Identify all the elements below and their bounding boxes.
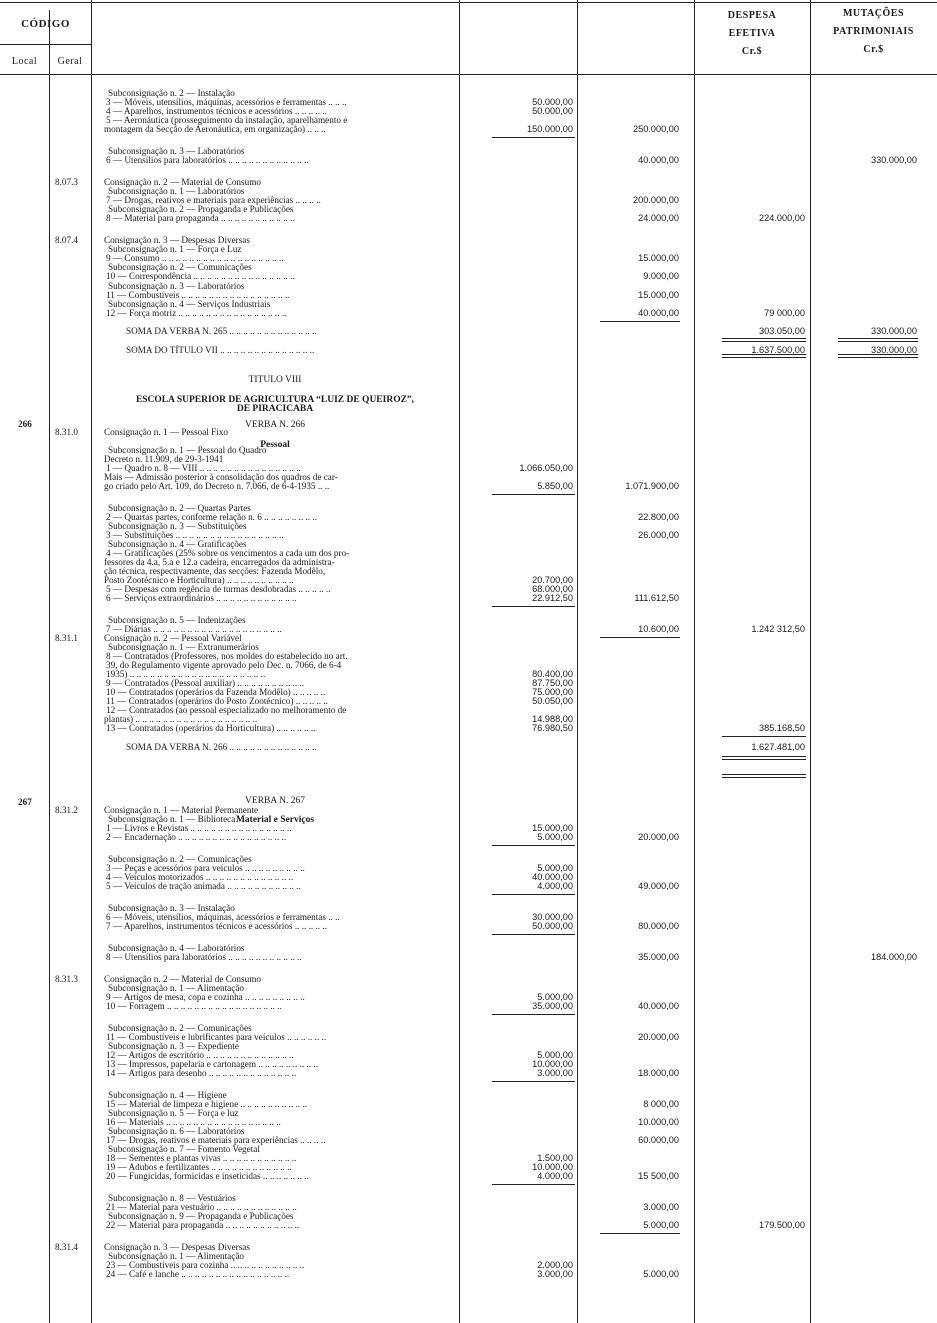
row-description: 23 — Combustíveis para cozinha .. .. .. .. .. .. .. .. .. .. .. bbox=[106, 1260, 305, 1270]
row-description: plantas) .. .. .. .. .. .. .. .. .. .. .. .. .. .. .. .. .. .. bbox=[104, 714, 258, 724]
amount-c1: 150.000,00 bbox=[527, 124, 573, 134]
amount-c3: 1.242 312,50 bbox=[751, 624, 805, 634]
amount-c1: 5.850,00 bbox=[537, 481, 573, 491]
header-mutacoes-1: MUTAÇÕES bbox=[842, 8, 905, 19]
amount-c1: 15.000,00 bbox=[532, 823, 573, 833]
amount-c2: 40.000,00 bbox=[638, 1001, 679, 1011]
row-description: 9 — Consumo .. .. .. .. .. .. .. .. .. .. .. .. .. .. .. .. .. .. bbox=[106, 253, 284, 263]
row-description: Subconsignação n. 3 — Laboratórios bbox=[108, 146, 245, 156]
row-description: 13 — Impressos, papelaria e cartonagem .. .. .. .. .. .. .. .. .. bbox=[106, 1059, 319, 1069]
row-description: Subconsignação n. 4 — Gratificações bbox=[108, 539, 247, 549]
row-description: 7 — Diárias .. .. .. .. .. .. .. .. .. .. .. .. .. .. .. .. .. .. .. bbox=[106, 624, 282, 634]
local-code: 266 bbox=[18, 419, 32, 429]
amount-c4: 330.000,00 bbox=[871, 326, 917, 336]
amount-c1: 5.000,00 bbox=[537, 1050, 573, 1060]
titulo-heading: TITULO VIII bbox=[248, 375, 302, 385]
amount-c2: 20.000,00 bbox=[638, 832, 679, 842]
subtotal-rule bbox=[492, 137, 575, 138]
row-description: Subconsignação n. 1 — Alimentação bbox=[108, 983, 244, 993]
geral-code: 8.31.0 bbox=[55, 427, 78, 437]
amount-c2: 10.600,00 bbox=[638, 624, 679, 634]
row-description: 3 — Móveis, utensílios, máquinas, acessórios e ferramentas .. .. .. bbox=[106, 97, 347, 107]
row-description: Consignação n. 2 — Material de Consumo bbox=[104, 974, 261, 984]
row-description: 3 — Peças e acessórios para veículos .. .. .. .. .. .. .. .. .. bbox=[106, 863, 305, 873]
row-description: 20 — Fungicidas, formicidas e inseticidas .. .. .. .. .. .. .. bbox=[106, 1171, 309, 1181]
amount-c2: 111.612,50 bbox=[634, 593, 679, 603]
amount-c2: 10.000,00 bbox=[638, 1117, 679, 1127]
amount-c1: 76.980,50 bbox=[532, 723, 573, 733]
row-description: SOMA DO TÍTULO VII .. .. .. .. .. .. .. .. .. .. .. .. .. .. bbox=[126, 345, 315, 355]
amount-c1: 50.000,00 bbox=[532, 921, 573, 931]
amount-c3: 79 000,00 bbox=[764, 308, 805, 318]
row-description: SOMA DA VERBA N. 265 .. .. .. .. .. .. .. .. .. .. .. .. .. bbox=[126, 326, 317, 336]
header-mutacoes-unit: Cr.$ bbox=[863, 44, 884, 55]
total-rule bbox=[722, 354, 806, 358]
ledger-row bbox=[0, 723, 937, 734]
amount-c1: 2.000,00 bbox=[537, 1260, 573, 1270]
amount-c2: 60.000,00 bbox=[638, 1135, 679, 1145]
ledger-row bbox=[0, 326, 937, 337]
row-description: 6 — Utensílios para laboratórios .. .. .. .. .. .. .. .. .. .. .. .. bbox=[106, 155, 309, 165]
geral-code: 8.31.2 bbox=[55, 805, 78, 815]
amount-c1: 20.700,00 bbox=[532, 575, 573, 585]
geral-code: 8.31.4 bbox=[55, 1242, 78, 1252]
row-description: 2 — Encadernação .. .. .. .. .. .. .. .. .. .. .. .. .. .. .. .. bbox=[106, 832, 287, 842]
geral-code: 8.31.1 bbox=[55, 633, 78, 643]
amount-c2: 40.000,00 bbox=[638, 155, 679, 165]
header-local: Local bbox=[11, 56, 38, 67]
header-bottom-rule bbox=[0, 74, 937, 75]
row-description: ção técnica, respectivamente, das secções: Fazenda Modêlo, bbox=[104, 566, 326, 576]
row-description: Consignação n. 3 — Despesas Diversas bbox=[104, 1242, 250, 1252]
amount-c3: 1.637.500,00 bbox=[751, 345, 805, 355]
row-description: 4 — Veículos motorizados .. .. .. .. .. .. .. .. .. .. .. .. .. bbox=[106, 872, 294, 882]
row-description: Subconsignação n. 3 — Instalação bbox=[108, 903, 235, 913]
amount-c3: 385.168,50 bbox=[759, 723, 805, 733]
escola-heading-1: ESCOLA SUPERIOR DE AGRICULTURA “LUIZ DE QUEIROZ”, bbox=[135, 395, 415, 405]
row-description: 10 — Forragem .. .. .. .. .. .. .. .. .. .. .. .. .. .. .. .. .. bbox=[106, 1001, 282, 1011]
header-codigo: CÓDIGO bbox=[21, 18, 70, 30]
amount-c1: 50.050,00 bbox=[532, 696, 573, 706]
row-description: montagem da Secção de Aeronáutica, em organização) .. .. .. bbox=[104, 124, 326, 134]
subtotal-rule bbox=[722, 736, 806, 737]
header-despesa-2: EFETIVA bbox=[728, 28, 776, 39]
row-description: 21 — Material para vestuário .. .. .. .. .. .. .. .. .. .. .. .. bbox=[106, 1202, 297, 1212]
amount-c2: 9.000,00 bbox=[643, 271, 679, 281]
ledger-row bbox=[0, 308, 937, 319]
ledger-row bbox=[0, 921, 937, 932]
amount-c1: 75.000,00 bbox=[532, 687, 573, 697]
amount-c1: 87.750,00 bbox=[532, 678, 573, 688]
row-description: 5 — Veículos de tração animada .. .. .. .. .. .. .. .. .. .. .. bbox=[106, 881, 301, 891]
ledger-row bbox=[0, 1269, 937, 1280]
amount-c2: 200.000,00 bbox=[633, 195, 679, 205]
row-description: 39, do Regulamento vigente aprovado pelo Dec. n. 7066, de 6-4 bbox=[106, 660, 342, 670]
row-description: Subconsignação n. 1 — Biblioteca bbox=[108, 814, 236, 824]
escola-heading-2: DE PIRACICABA bbox=[236, 404, 314, 414]
ledger-row bbox=[0, 1220, 937, 1231]
amount-c4: 184.000,00 bbox=[871, 952, 917, 962]
geral-code: 8.31.3 bbox=[55, 974, 78, 984]
subtotal-rule bbox=[600, 321, 680, 322]
row-description: 11 — Combustíveis .. .. .. .. .. .. .. .. .. .. .. .. .. .. .. .. bbox=[106, 290, 290, 300]
row-description: 22 — Material para propaganda .. .. .. .. .. .. .. .. .. .. .. bbox=[106, 1220, 300, 1230]
amount-c1: 50.000,00 bbox=[532, 106, 573, 116]
row-description: 13 — Contratados (operários da Horticultura) .. .. .. .. .. .. bbox=[106, 723, 316, 733]
row-description: Subconsignação n. 4 — Higiene bbox=[108, 1090, 227, 1100]
amount-c1: 1.500,00 bbox=[537, 1153, 573, 1163]
row-description: Subconsignação n. 2 — Comunicações bbox=[108, 262, 252, 272]
amount-c1: 1.066.050,00 bbox=[519, 463, 573, 473]
row-description: 12 — Força motriz .. .. .. .. .. .. .. .. .. .. .. .. .. .. .. .. bbox=[106, 308, 287, 318]
row-description: Consignação n. 1 — Pessoal Fixo bbox=[104, 427, 229, 437]
verba-267-heading: VERBA N. 267 bbox=[245, 796, 305, 806]
row-description: fessores da 4.a, 5.a e 12.a cadeira, encarregados da administra- bbox=[104, 557, 335, 567]
subtotal-rule bbox=[600, 1233, 680, 1234]
row-description: Subconsignação n. 4 — Laboratórios bbox=[108, 943, 245, 953]
total-rule bbox=[838, 338, 918, 342]
ledger-row bbox=[0, 1171, 937, 1182]
row-description: 4 — Aparelhos, instrumentos técnicos e acessórios .. .. .. .. .. bbox=[106, 106, 327, 116]
verba-266-heading: VERBA N. 266 bbox=[245, 420, 305, 430]
ledger-row bbox=[0, 593, 937, 604]
row-description: Subconsignação n. 3 — Laboratórios bbox=[108, 281, 245, 291]
ledger-row bbox=[0, 124, 937, 135]
row-description: 5 — Despesas com regência de turmas desdobradas .. .. .. .. .. bbox=[106, 584, 331, 594]
subtotal-rule bbox=[492, 606, 575, 607]
row-description: 18 — Sementes e plantas vivas .. .. .. .. .. .. .. .. .. .. .. bbox=[106, 1153, 297, 1163]
row-description: Decreto n. 11.909, de 29-3-1941 bbox=[104, 454, 224, 464]
amount-c2: 15.000,00 bbox=[638, 253, 679, 263]
row-description: 6 — Serviços extraordinários .. .. .. .. .. .. .. .. .. .. .. .. bbox=[106, 593, 297, 603]
amount-c2: 80.000,00 bbox=[638, 921, 679, 931]
ledger-row bbox=[0, 481, 937, 492]
row-description: 16 — Materiais .. .. .. .. .. .. .. .. .. .. .. .. .. .. .. .. .. bbox=[106, 1117, 281, 1127]
row-description: 24 — Café e lanche .. .. .. .. .. .. .. .. .. .. .. .. .. .. .. .. bbox=[106, 1269, 290, 1279]
row-description: 6 — Móveis, utensílios, máquinas, acessórios e ferramentas .. .. bbox=[106, 912, 340, 922]
header-top-rule bbox=[0, 2, 937, 3]
ledger-row bbox=[0, 1001, 937, 1012]
amount-c1: 10.000,00 bbox=[532, 1059, 573, 1069]
row-description: Subconsignação n. 5 — Indenizações bbox=[108, 615, 246, 625]
row-description: Consignação n. 3 — Despesas Diversas bbox=[104, 235, 250, 245]
row-description: Mais — Admissão posterior à consolidação dos quadros de car- bbox=[104, 472, 338, 482]
row-description: 9 — Contratados (Pessoal auxiliar) .. .. .. .. .. .. .. .. .. .. bbox=[106, 678, 305, 688]
amount-c1: 4.000,00 bbox=[537, 881, 573, 891]
amount-c1: 68.000,00 bbox=[532, 584, 573, 594]
ledger-row bbox=[0, 155, 937, 166]
row-description: 1935) .. .. .. .. .. .. .. .. .. .. .. .. .. .. .. .. .. .. .. .. bbox=[106, 669, 266, 679]
amount-c2: 15.000,00 bbox=[638, 290, 679, 300]
row-description: 12 — Contratados (ao pessoal especializado no melhoramento de bbox=[106, 705, 347, 715]
row-description: Subconsignação n. 2 — Quartas Partes bbox=[108, 503, 251, 513]
amount-c1: 22.912,50 bbox=[532, 593, 573, 603]
amount-c3: 303.050,00 bbox=[759, 326, 805, 336]
row-description: Subconsignação n. 1 — Força e Luz bbox=[108, 244, 242, 254]
subtotal-rule bbox=[492, 1014, 575, 1015]
header-mutacoes-2: PATRIMONIAIS bbox=[833, 26, 914, 37]
subtotal-rule bbox=[492, 934, 575, 935]
ledger-row bbox=[0, 742, 937, 753]
amount-c2: 5.000,00 bbox=[643, 1220, 679, 1230]
row-description: 10 — Correspondência .. .. .. .. .. .. .. .. .. .. .. .. .. .. .. bbox=[106, 271, 295, 281]
row-description: Subconsignação n. 4 — Serviços Industriais bbox=[108, 299, 271, 309]
row-description: 7 — Drogas, reativos e materiais para experiências .. .. .. .. bbox=[106, 195, 321, 205]
amount-c1: 80.400,00 bbox=[532, 669, 573, 679]
row-description: 12 — Artigos de escritório .. .. .. .. .. .. .. .. .. .. .. .. .. bbox=[106, 1050, 294, 1060]
amount-c2: 8 000,00 bbox=[643, 1099, 679, 1109]
row-description: Consignação n. 1 — Material Permanente bbox=[104, 805, 259, 815]
row-description: Subconsignação n. 3 — Substituições bbox=[108, 521, 247, 531]
row-description: 8 — Material para propaganda .. .. .. .. .. .. .. .. .. .. .. bbox=[106, 213, 295, 223]
geral-code: 8.07.4 bbox=[55, 235, 78, 245]
amount-c2: 5.000,00 bbox=[643, 1269, 679, 1279]
amount-c4: 330.000,00 bbox=[871, 155, 917, 165]
row-description: Subconsignação n. 1 — Laboratórios bbox=[108, 186, 245, 196]
row-description: Subconsignação n. 3 — Expediente bbox=[108, 1041, 239, 1051]
amount-c3: 1.627.481,00 bbox=[751, 742, 805, 752]
subtotal-rule bbox=[492, 1081, 575, 1082]
row-description: 4 — Gratificações (25% sobre os vencimentos a cada um dos pro- bbox=[106, 548, 350, 558]
row-description: Subconsignação n. 5 — Força e luz bbox=[108, 1108, 239, 1118]
material-heading: Material e Serviços bbox=[235, 815, 315, 825]
row-description: 1 — Quadro n. 8 — VIII .. .. .. .. .. .. .. .. .. .. .. .. .. .. .. bbox=[106, 463, 301, 473]
amount-c2: 3.000,00 bbox=[643, 1202, 679, 1212]
ledger-row bbox=[0, 1068, 937, 1079]
pessoal-heading: Pessoal bbox=[260, 440, 290, 450]
row-description: Subconsignação n. 6 — Laboratórios bbox=[108, 1126, 245, 1136]
amount-c1: 30.000,00 bbox=[532, 912, 573, 922]
row-description: 8 — Contratados (Professores, nos moldes do estabelecido no art. bbox=[106, 651, 348, 661]
total-rule bbox=[722, 774, 806, 778]
total-rule bbox=[838, 354, 918, 358]
amount-c2: 49.000,00 bbox=[638, 881, 679, 891]
header-codigo-rule bbox=[0, 44, 91, 45]
header-geral: Geral bbox=[57, 56, 83, 67]
row-description: SOMA DA VERBA N. 266 .. .. .. .. .. .. .. .. .. .. .. .. .. bbox=[126, 742, 317, 752]
header-despesa-1: DESPESA bbox=[727, 10, 777, 21]
row-description: 8 — Utensílios para laboratórios .. .. .. .. .. .. .. .. .. .. .. bbox=[106, 952, 302, 962]
amount-c2: 22.800,00 bbox=[638, 512, 679, 522]
row-description: 17 — Drogas, reativos e materiais para experiências .. .. .. .. bbox=[106, 1135, 326, 1145]
amount-c2: 24.000,00 bbox=[638, 213, 679, 223]
amount-c1: 35.000,00 bbox=[532, 1001, 573, 1011]
local-code: 267 bbox=[18, 797, 32, 807]
amount-c2: 26.000,00 bbox=[638, 530, 679, 540]
amount-c1: 10.000,00 bbox=[532, 1162, 573, 1172]
ledger-row bbox=[0, 952, 937, 963]
row-description: 15 — Material de limpeza e higiene .. .. .. .. .. .. .. .. .. .. bbox=[106, 1099, 308, 1109]
row-description: 11 — Combustíveis e lubrificantes para veículos .. .. .. .. .. .. bbox=[106, 1032, 327, 1042]
amount-c2: 18.000,00 bbox=[638, 1068, 679, 1078]
row-description: 9 — Artigos de mesa, copa e cozinha .. .. .. .. .. .. .. .. .. bbox=[106, 992, 305, 1002]
amount-c4: 330.000,00 bbox=[871, 345, 917, 355]
row-description: Subconsignação n. 9 — Propaganda e Publicações bbox=[108, 1211, 294, 1221]
row-description: 5 — Aeronáutica (prosseguimento da instalação, aparelhamento e bbox=[106, 115, 348, 125]
row-description: Posto Zootécnico e Horticultura) .. .. .. .. .. .. .. .. .. .. bbox=[104, 575, 294, 585]
amount-c1: 5.000,00 bbox=[537, 863, 573, 873]
subtotal-rule bbox=[492, 894, 575, 895]
row-description: 7 — Aparelhos, instrumentos técnicos e acessórios .. .. .. .. .. bbox=[106, 921, 327, 931]
amount-c2: 250.000,00 bbox=[633, 124, 679, 134]
total-rule bbox=[722, 338, 806, 342]
amount-c1: 14.988,00 bbox=[532, 714, 573, 724]
amount-c1: 5.000,00 bbox=[537, 832, 573, 842]
geral-code: 8.07.3 bbox=[55, 177, 78, 187]
row-description: 11 — Contratados (operários do Posto Zootécnico) .. .. .. .. .. bbox=[106, 696, 328, 706]
amount-c1: 50.000,00 bbox=[532, 97, 573, 107]
subtotal-rule bbox=[492, 1184, 575, 1185]
row-description: 3 — Substituições .. .. .. .. .. .. .. .. .. .. .. .. .. .. .. .. bbox=[106, 530, 284, 540]
row-description: Subconsignação n. 8 — Vestuários bbox=[108, 1193, 236, 1203]
ledger-row bbox=[0, 881, 937, 892]
subtotal-rule bbox=[492, 845, 575, 846]
row-description: Consignação n. 2 — Material de Consumo bbox=[104, 177, 261, 187]
row-description: Subconsignação n. 1 — Extranumerários bbox=[108, 642, 259, 652]
ledger-row bbox=[0, 832, 937, 843]
total-rule bbox=[722, 756, 806, 760]
row-description: Subconsignação n. 2 — Comunicações bbox=[108, 854, 252, 864]
row-description: Subconsignação n. 2 — Comunicações bbox=[108, 1023, 252, 1033]
row-description: 2 — Quartas partes, conforme relação n. 6 .. .. .. .. .. .. .. .. bbox=[106, 512, 317, 522]
amount-c1: 5.000,00 bbox=[537, 992, 573, 1002]
row-description: go criado pelo Art. 109, do Decreto n. 7.066, de 6-4-1935 .. .. bbox=[104, 481, 330, 491]
row-description: 10 — Contratados (operários da Fazenda Modêlo) .. .. .. .. .. bbox=[106, 687, 326, 697]
amount-c3: 179.500,00 bbox=[759, 1220, 805, 1230]
row-description: Consignação n. 2 — Pessoal Variável bbox=[104, 633, 242, 643]
row-description: 14 — Artigos para desenho .. .. .. .. .. .. .. .. .. .. .. .. .. bbox=[106, 1068, 297, 1078]
amount-c1: 4.000,00 bbox=[537, 1171, 573, 1181]
amount-c2: 15 500,00 bbox=[638, 1171, 679, 1181]
row-description: 1 — Livros e Revistas .. .. .. .. .. .. .. .. .. .. .. .. .. .. .. bbox=[106, 823, 292, 833]
row-description: Subconsignação n. 2 — Propaganda e Publicações bbox=[108, 204, 294, 214]
amount-c2: 35.000,00 bbox=[638, 952, 679, 962]
amount-c2: 40.000,00 bbox=[638, 308, 679, 318]
row-description: Subconsignação n. 7 — Fomento Vegetal bbox=[108, 1144, 260, 1154]
header-despesa-unit: Cr.$ bbox=[741, 46, 763, 57]
amount-c2: 20.000,00 bbox=[638, 1032, 679, 1042]
amount-c3: 224.000,00 bbox=[759, 213, 805, 223]
amount-c1: 3.000,00 bbox=[537, 1269, 573, 1279]
row-description: Subconsignação n. 2 — Instalação bbox=[108, 88, 235, 98]
ledger-row bbox=[0, 213, 937, 224]
subtotal-rule bbox=[492, 494, 575, 495]
row-description: Subconsignação n. 1 — Pessoal do Quadro bbox=[108, 445, 267, 455]
row-description: 19 — Adubos e fertilizantes .. .. .. .. .. .. .. .. .. .. .. .. bbox=[106, 1162, 292, 1172]
amount-c1: 3.000,00 bbox=[537, 1068, 573, 1078]
amount-c1: 40.000,00 bbox=[532, 872, 573, 882]
row-description: Subconsignação n. 1 — Alimentação bbox=[108, 1251, 244, 1261]
amount-c2: 1.071.900,00 bbox=[625, 481, 679, 491]
